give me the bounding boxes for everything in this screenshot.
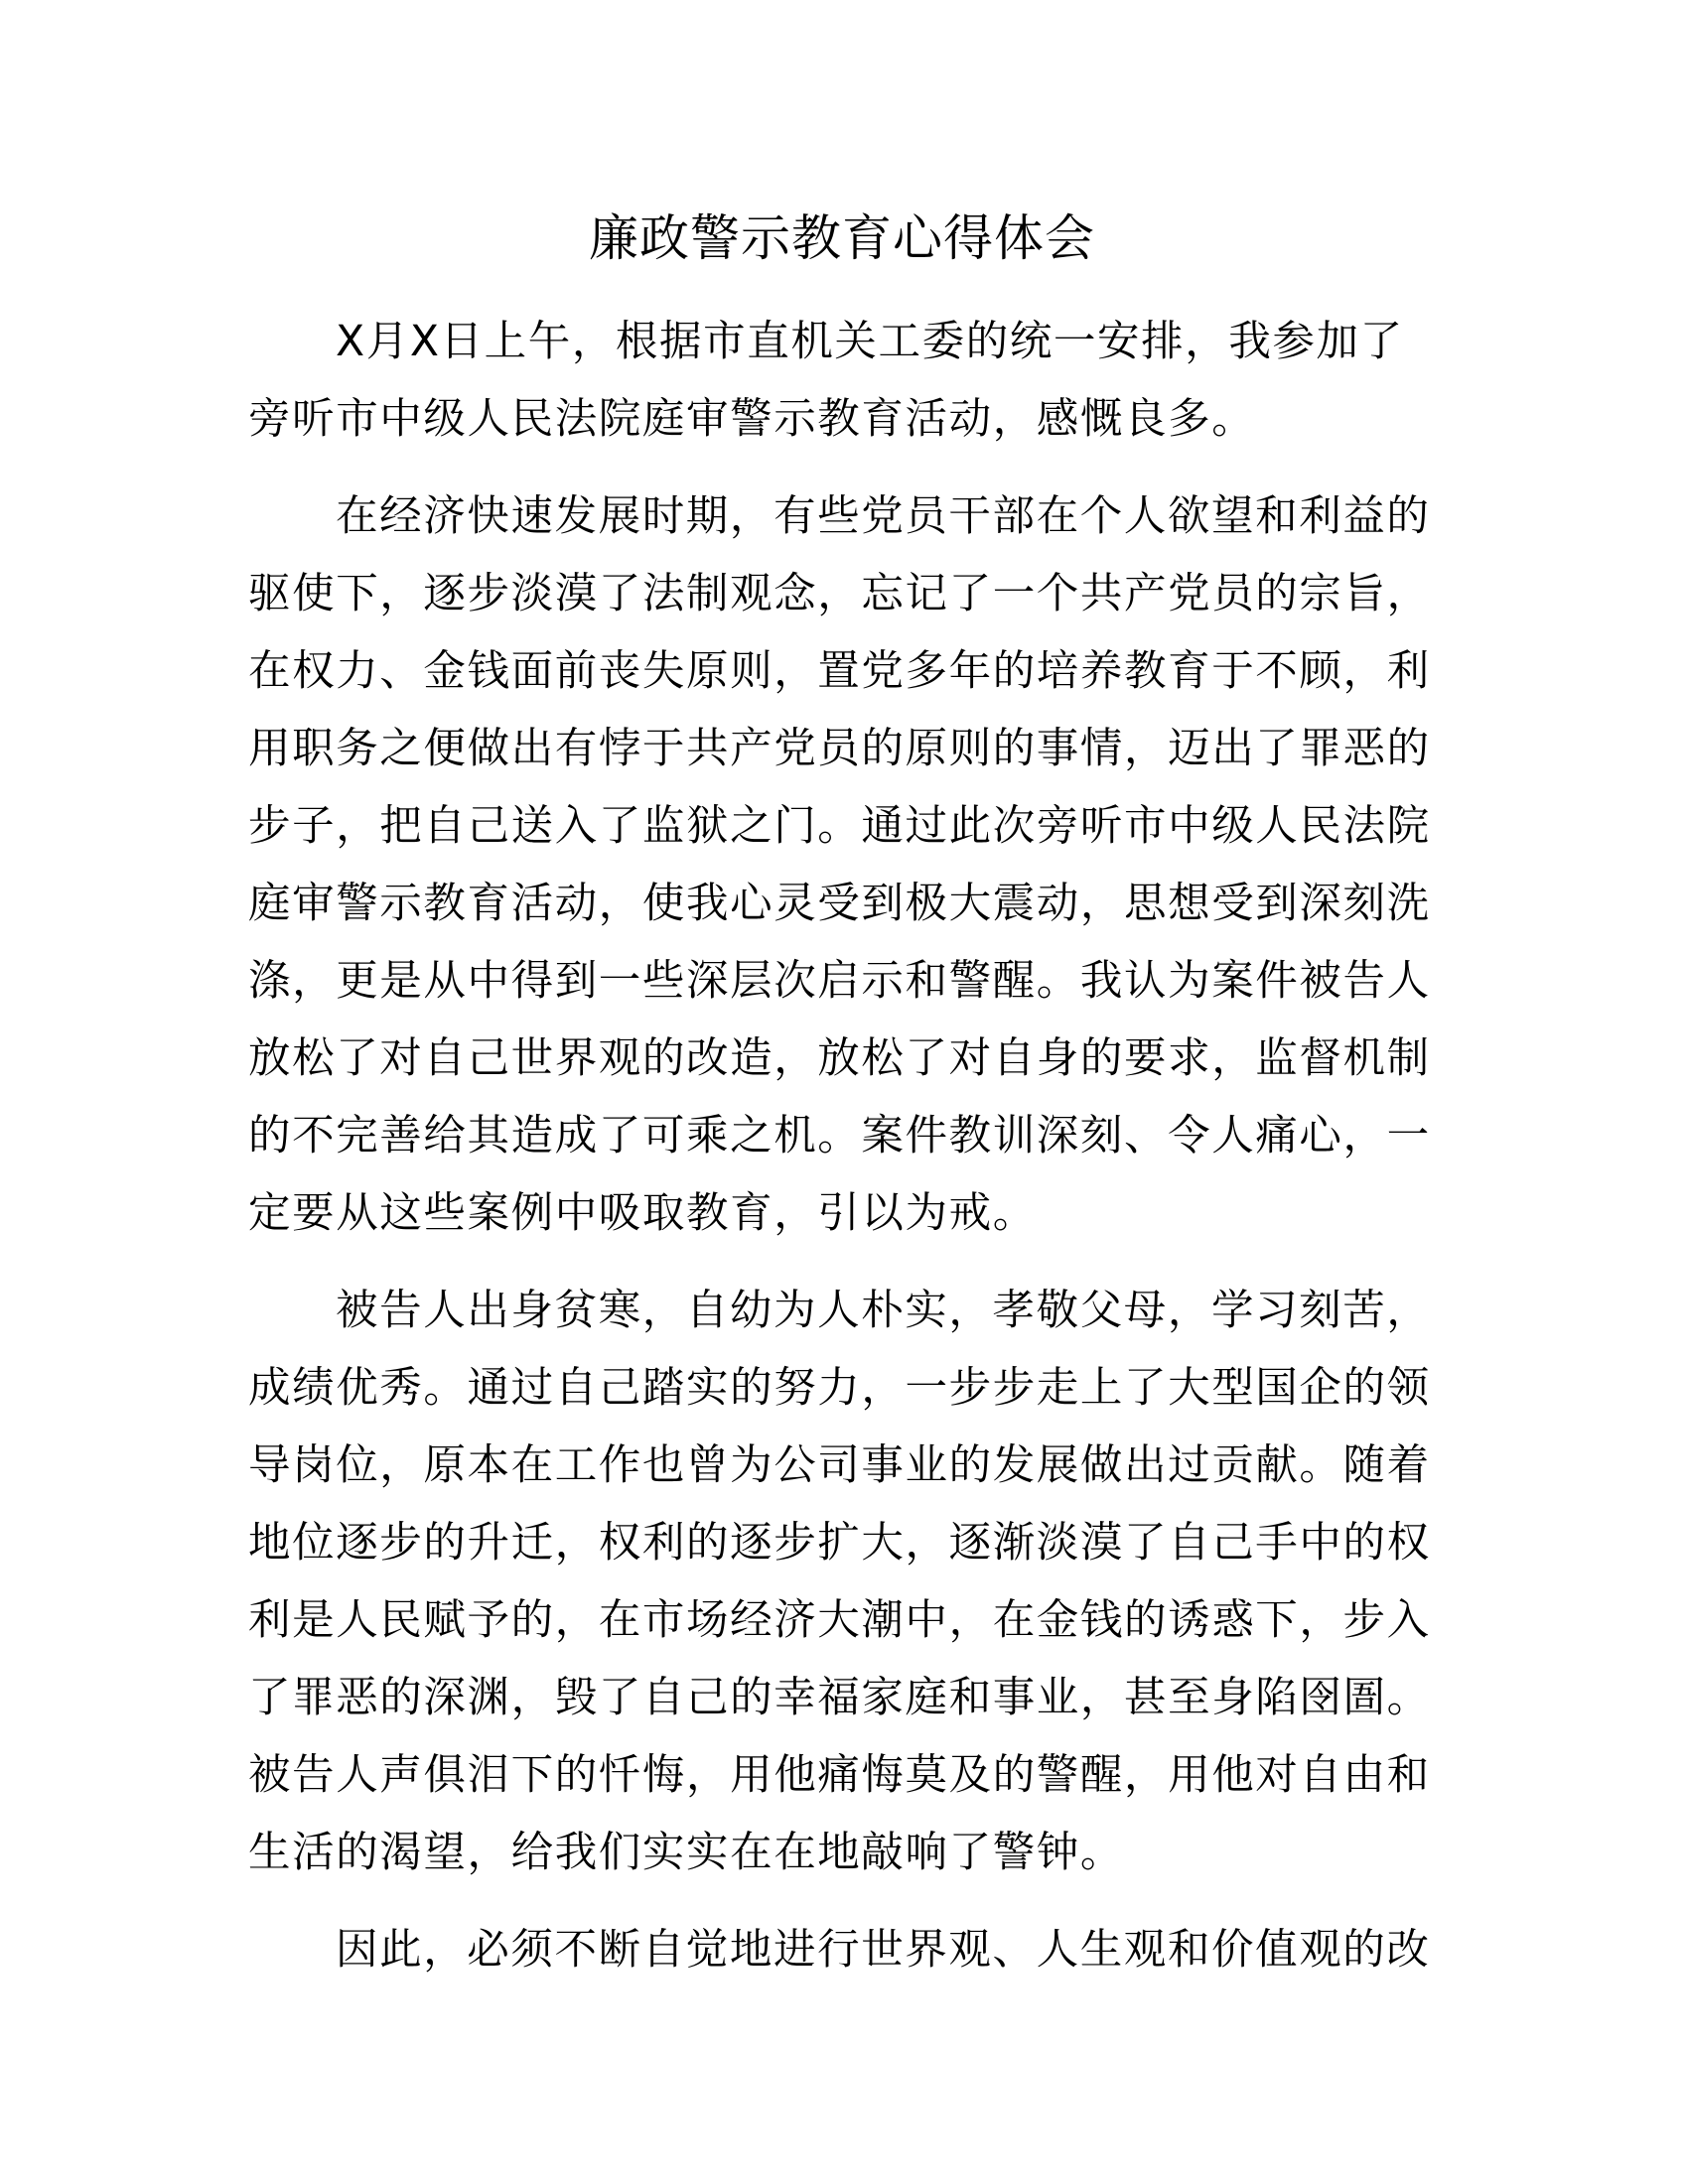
paragraph-line: 生活的渴望，给我们实实在在地敲响了警钟。 [248,1829,1125,1877]
paragraph-line: 因此，必须不断自觉地进行世界观、人生观和价值观的改 [336,1926,1431,1975]
paragraph-3 [248,1273,1436,1892]
paragraph-line: 庭审警示教育活动，使我心灵受到极大震动，思想受到深刻洗 [248,880,1431,928]
paragraph-line: 在经济快速发展时期，有些党员干部在个人欲望和利益的 [336,492,1431,541]
paragraph-line: 成绩优秀。通过自己踏实的努力，一步步走上了大型国企的领 [248,1364,1431,1413]
paragraph-line: 旁听市中级人民法院庭审警示教育活动，感慨良多。 [248,395,1256,444]
paragraph-line: 利是人民赋予的，在市场经济大潮中，在金钱的诱惑下，步入 [248,1596,1431,1645]
paragraph-line: 步子，把自己送入了监狱之门。通过此次旁听市中级人民法院 [248,802,1431,851]
paragraph-line: 被告人出身贫寒，自幼为人朴实，孝敬父母，学习刻苦， [336,1287,1431,1335]
paragraph-line: 放松了对自己世界观的改造，放松了对自身的要求，监督机制 [248,1034,1431,1083]
paragraph-1 [248,304,1436,459]
paragraph-line: 了罪恶的深渊，毁了自己的幸福家庭和事业，甚至身陷囹圄。 [248,1674,1431,1722]
paragraph-line: 在权力、金钱面前丧失原则，置党多年的培养教育于不顾，利 [248,647,1431,696]
paragraph-line: 定要从这些案例中吸取教育，引以为戒。 [248,1189,1037,1238]
paragraph-line: 涤，更是从中得到一些深层次启示和警醒。我认为案件被告人 [248,957,1431,1006]
paragraph-line: 导岗位，原本在工作也曾为公司事业的发展做出过贡献。随着 [248,1441,1431,1490]
paragraph-4 [248,1912,1436,1989]
document-title: 廉政警示教育心得体会 [589,209,1095,267]
paragraph-line: 的不完善给其造成了可乘之机。案件教训深刻、令人痛心，一 [248,1112,1431,1160]
paragraph-line: 驱使下，逐步淡漠了法制观念，忘记了一个共产党员的宗旨， [248,570,1431,618]
paragraph-line: X月X日上午，根据市直机关工委的统一安排，我参加了 [336,318,1404,366]
paragraph-line: 地位逐步的升迁，权利的逐步扩大，逐渐淡漠了自己手中的权 [248,1519,1431,1568]
paragraph-line: 被告人声俱泪下的忏悔，用他痛悔莫及的警醒，用他对自由和 [248,1751,1431,1800]
paragraph-line: 用职务之便做出有悖于共产党员的原则的事情，迈出了罪恶的 [248,725,1431,773]
paragraph-2 [248,478,1436,1253]
document-body [248,304,1436,2009]
